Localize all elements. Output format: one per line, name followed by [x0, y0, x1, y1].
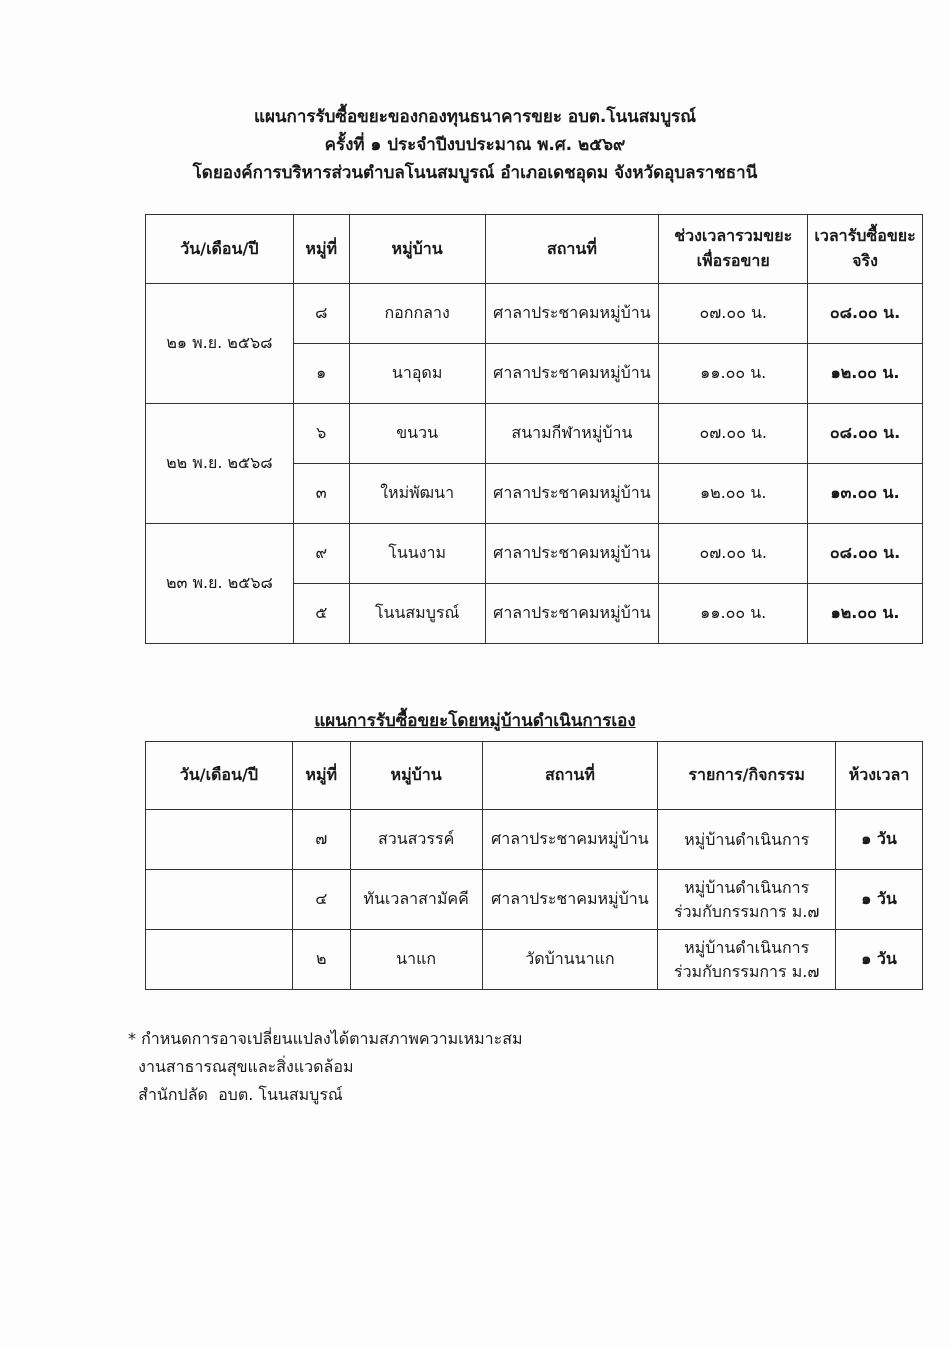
document-organization: โดยองค์การบริหารส่วนตำบลโนนสมบูรณ์ อำเภอเดชอุดม จังหวัดอุบลราชธานี	[192, 163, 758, 183]
buy-time-cell: ๑๒.๐๐ น.	[808, 344, 923, 404]
header-duration: ห้วงเวลา	[836, 742, 923, 810]
purchase-schedule-table	[145, 214, 923, 644]
moo-cell: ๑	[293, 344, 349, 404]
duration-cell: ๑ วัน	[836, 930, 923, 990]
table-row	[146, 404, 923, 464]
moo-cell: ๕	[293, 584, 349, 644]
table-row	[146, 930, 923, 990]
table-row	[146, 524, 923, 584]
activity-cell: หมู่บ้านดำเนินการ ร่วมกับกรรมการ ม.๗	[658, 870, 836, 930]
moo-cell: ๗	[292, 810, 350, 870]
header-date: วัน/เดือน/ปี	[146, 742, 293, 810]
place-cell: สนามกีฬาหมู่บ้าน	[485, 404, 659, 464]
village-cell: โนนสมบูรณ์	[349, 584, 485, 644]
document-title: แผนการรับซื้อขยะของกองทุนธนาคารขยะ อบต.โนนสมบูรณ์	[253, 107, 697, 127]
collect-time-cell: ๑๑.๐๐ น.	[659, 584, 808, 644]
duration-cell: ๑ วัน	[836, 870, 923, 930]
place-cell: วัดบ้านนาแก	[482, 930, 658, 990]
document-subtitle: ครั้งที่ ๑ ประจำปีงบประมาณ พ.ศ. ๒๕๖๙	[324, 135, 626, 155]
activity-cell: หมู่บ้านดำเนินการ ร่วมกับกรรมการ ม.๗	[658, 930, 836, 990]
village-self-managed-table	[145, 741, 923, 990]
moo-cell: ๘	[293, 284, 349, 344]
village-cell: ขนวน	[349, 404, 485, 464]
collect-time-cell: ๑๑.๐๐ น.	[659, 344, 808, 404]
table-header-row	[146, 742, 923, 810]
header-place: สถานที่	[482, 742, 658, 810]
header-village: หมู่บ้าน	[349, 215, 485, 284]
header-collect-time: ช่วงเวลารวมขยะ เพื่อรอขาย	[659, 215, 808, 284]
buy-time-cell: ๑๒.๐๐ น.	[808, 584, 923, 644]
place-cell: ศาลาประชาคมหมู่บ้าน	[482, 810, 658, 870]
header-village: หมู่บ้าน	[350, 742, 482, 810]
village-cell: ใหม่พัฒนา	[349, 464, 485, 524]
place-cell: ศาลาประชาคมหมู่บ้าน	[485, 344, 659, 404]
moo-cell: ๓	[293, 464, 349, 524]
section-title: แผนการรับซื้อขยะโดยหมู่บ้านดำเนินการเอง	[314, 711, 636, 731]
village-cell: สวนสวรรค์	[350, 810, 482, 870]
activity-cell: หมู่บ้านดำเนินการ	[658, 810, 836, 870]
table-row	[146, 284, 923, 344]
header-moo: หมู่ที่	[293, 215, 349, 284]
collect-time-cell: ๑๒.๐๐ น.	[659, 464, 808, 524]
place-cell: ศาลาประชาคมหมู่บ้าน	[485, 584, 659, 644]
village-cell: นาอุดม	[349, 344, 485, 404]
footnotes	[128, 1025, 523, 1109]
buy-time-cell: ๐๘.๐๐ น.	[808, 524, 923, 584]
buy-time-cell: ๐๘.๐๐ น.	[808, 284, 923, 344]
village-cell: โนนงาม	[349, 524, 485, 584]
table-row	[146, 870, 923, 930]
date-cell	[146, 930, 293, 990]
moo-cell: ๙	[293, 524, 349, 584]
moo-cell: ๖	[293, 404, 349, 464]
moo-cell: ๒	[292, 930, 350, 990]
date-cell: ๒๑ พ.ย. ๒๕๖๘	[146, 284, 294, 404]
header-moo: หมู่ที่	[292, 742, 350, 810]
place-cell: ศาลาประชาคมหมู่บ้าน	[482, 870, 658, 930]
village-cell: ทันเวลาสามัคคี	[350, 870, 482, 930]
header-place: สถานที่	[485, 215, 659, 284]
header-date: วัน/เดือน/ปี	[146, 215, 294, 284]
moo-cell: ๔	[292, 870, 350, 930]
village-cell: นาแก	[350, 930, 482, 990]
buy-time-cell: ๑๓.๐๐ น.	[808, 464, 923, 524]
table-header-row	[146, 215, 923, 284]
date-cell	[146, 870, 293, 930]
duration-cell: ๑ วัน	[836, 810, 923, 870]
place-cell: ศาลาประชาคมหมู่บ้าน	[485, 524, 659, 584]
table-row	[146, 810, 923, 870]
collect-time-cell: ๐๗.๐๐ น.	[659, 284, 808, 344]
footnote-office: สำนักปลัด อบต. โนนสมบูรณ์	[128, 1085, 343, 1104]
village-cell: กอกกลาง	[349, 284, 485, 344]
collect-time-cell: ๐๗.๐๐ น.	[659, 404, 808, 464]
header-activity: รายการ/กิจกรรม	[658, 742, 836, 810]
footnote-remark: * กำหนดการอาจเปลี่ยนแปลงได้ตามสภาพความเหมาะสม	[128, 1029, 523, 1048]
place-cell: ศาลาประชาคมหมู่บ้าน	[485, 464, 659, 524]
collect-time-cell: ๐๗.๐๐ น.	[659, 524, 808, 584]
date-cell	[146, 810, 293, 870]
date-cell: ๒๒ พ.ย. ๒๕๖๘	[146, 404, 294, 524]
footnote-department: งานสาธารณสุขและสิ่งแวดล้อม	[128, 1057, 354, 1076]
date-cell: ๒๓ พ.ย. ๒๕๖๘	[146, 524, 294, 644]
buy-time-cell: ๐๘.๐๐ น.	[808, 404, 923, 464]
place-cell: ศาลาประชาคมหมู่บ้าน	[485, 284, 659, 344]
header-buy-time: เวลารับซื้อขยะ จริง	[808, 215, 923, 284]
